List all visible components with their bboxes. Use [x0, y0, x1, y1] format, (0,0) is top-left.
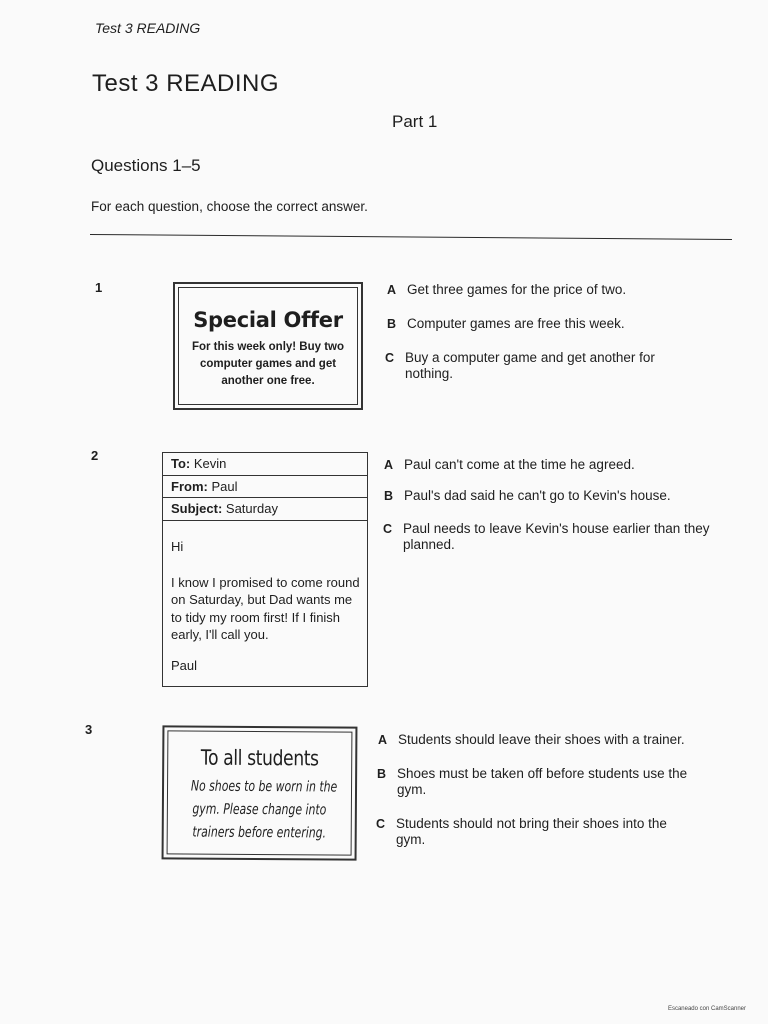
option-letter: A: [378, 733, 388, 747]
email-from-value: Paul: [207, 478, 238, 494]
question-2-number: 2: [91, 448, 99, 463]
email-from-label: From:: [171, 478, 208, 494]
notice-body-line: gym. Please change into: [192, 801, 327, 819]
scanner-watermark: Escaneado con CamScanner: [667, 1006, 746, 1012]
question-3-number: 3: [85, 722, 93, 737]
option-letter: A: [387, 283, 397, 297]
option-letter: B: [387, 317, 397, 331]
notice-title: Special Offer: [193, 308, 343, 332]
option-letter: A: [384, 458, 394, 472]
running-head: Test 3 READING: [95, 20, 201, 36]
question-1-option-b[interactable]: [387, 316, 727, 332]
option-text: Paul's dad said he can't go to Kevin's house.: [404, 488, 671, 503]
email-greeting: Hi: [171, 538, 184, 554]
email-from-row: [163, 476, 367, 499]
option-text: Buy a computer game and get another for nothing.: [405, 350, 655, 381]
notice-title: To all students: [200, 745, 319, 771]
option-text: Computer games are free this week.: [407, 316, 625, 331]
email-body: I know I promised to come round on Saturday, but Dad wants me to tidy my room first! If I finish early, I'll call you.: [171, 574, 360, 642]
option-letter: C: [376, 817, 386, 831]
option-text: Shoes must be taken off before students use the gym.: [397, 766, 688, 797]
divider-rule: [90, 234, 732, 240]
email-subject-row: [163, 498, 367, 521]
option-text: Students should not bring their shoes into the gym.: [396, 816, 667, 847]
option-text: Students should leave their shoes with a trainer.: [398, 732, 685, 747]
question-1-number: 1: [95, 280, 103, 295]
question-1-option-c[interactable]: [385, 350, 685, 382]
question-3-option-c[interactable]: [376, 816, 696, 848]
questions-title: Questions 1–5: [91, 156, 201, 175]
email-subject-label: Subject:: [171, 501, 223, 516]
option-letter: B: [384, 489, 394, 503]
notice-body: [190, 776, 338, 846]
page-title: Test 3 READING: [92, 70, 280, 97]
email-signature: Paul: [171, 657, 198, 673]
instruction-text: For each question, choose the correct answer.: [91, 199, 368, 214]
email-to-value: Kevin: [190, 456, 227, 471]
question-2-option-b[interactable]: [384, 488, 724, 504]
question-2-option-a[interactable]: [384, 457, 724, 473]
special-offer-notice: [173, 282, 363, 410]
notice-body: For this week only! Buy two computer games and get another one free.: [191, 341, 345, 387]
option-letter: C: [385, 351, 395, 365]
question-3-option-b[interactable]: [377, 766, 707, 798]
email-to-label: To:: [171, 456, 191, 471]
email-subject-value: Saturday: [222, 501, 278, 516]
students-notice: [162, 725, 358, 860]
option-text: Paul needs to leave Kevin's house earlier than they planned.: [403, 521, 710, 552]
question-1-option-a[interactable]: [387, 282, 727, 298]
notice-body-line: trainers before entering.: [192, 824, 327, 842]
option-text: Paul can't come at the time he agreed.: [404, 457, 635, 472]
question-2-option-c[interactable]: [383, 521, 713, 553]
students-notice-frame: [167, 730, 353, 855]
option-letter: C: [383, 522, 393, 536]
email-to-row: [163, 453, 367, 476]
special-offer-notice-frame: [178, 287, 358, 405]
email-message: [162, 452, 368, 687]
notice-body-line: No shoes to be worn in the: [190, 778, 338, 796]
option-letter: B: [377, 767, 387, 781]
question-3-option-a[interactable]: [378, 732, 748, 748]
part-title: Part 1: [392, 112, 438, 131]
option-text: Get three games for the price of two.: [407, 282, 627, 297]
